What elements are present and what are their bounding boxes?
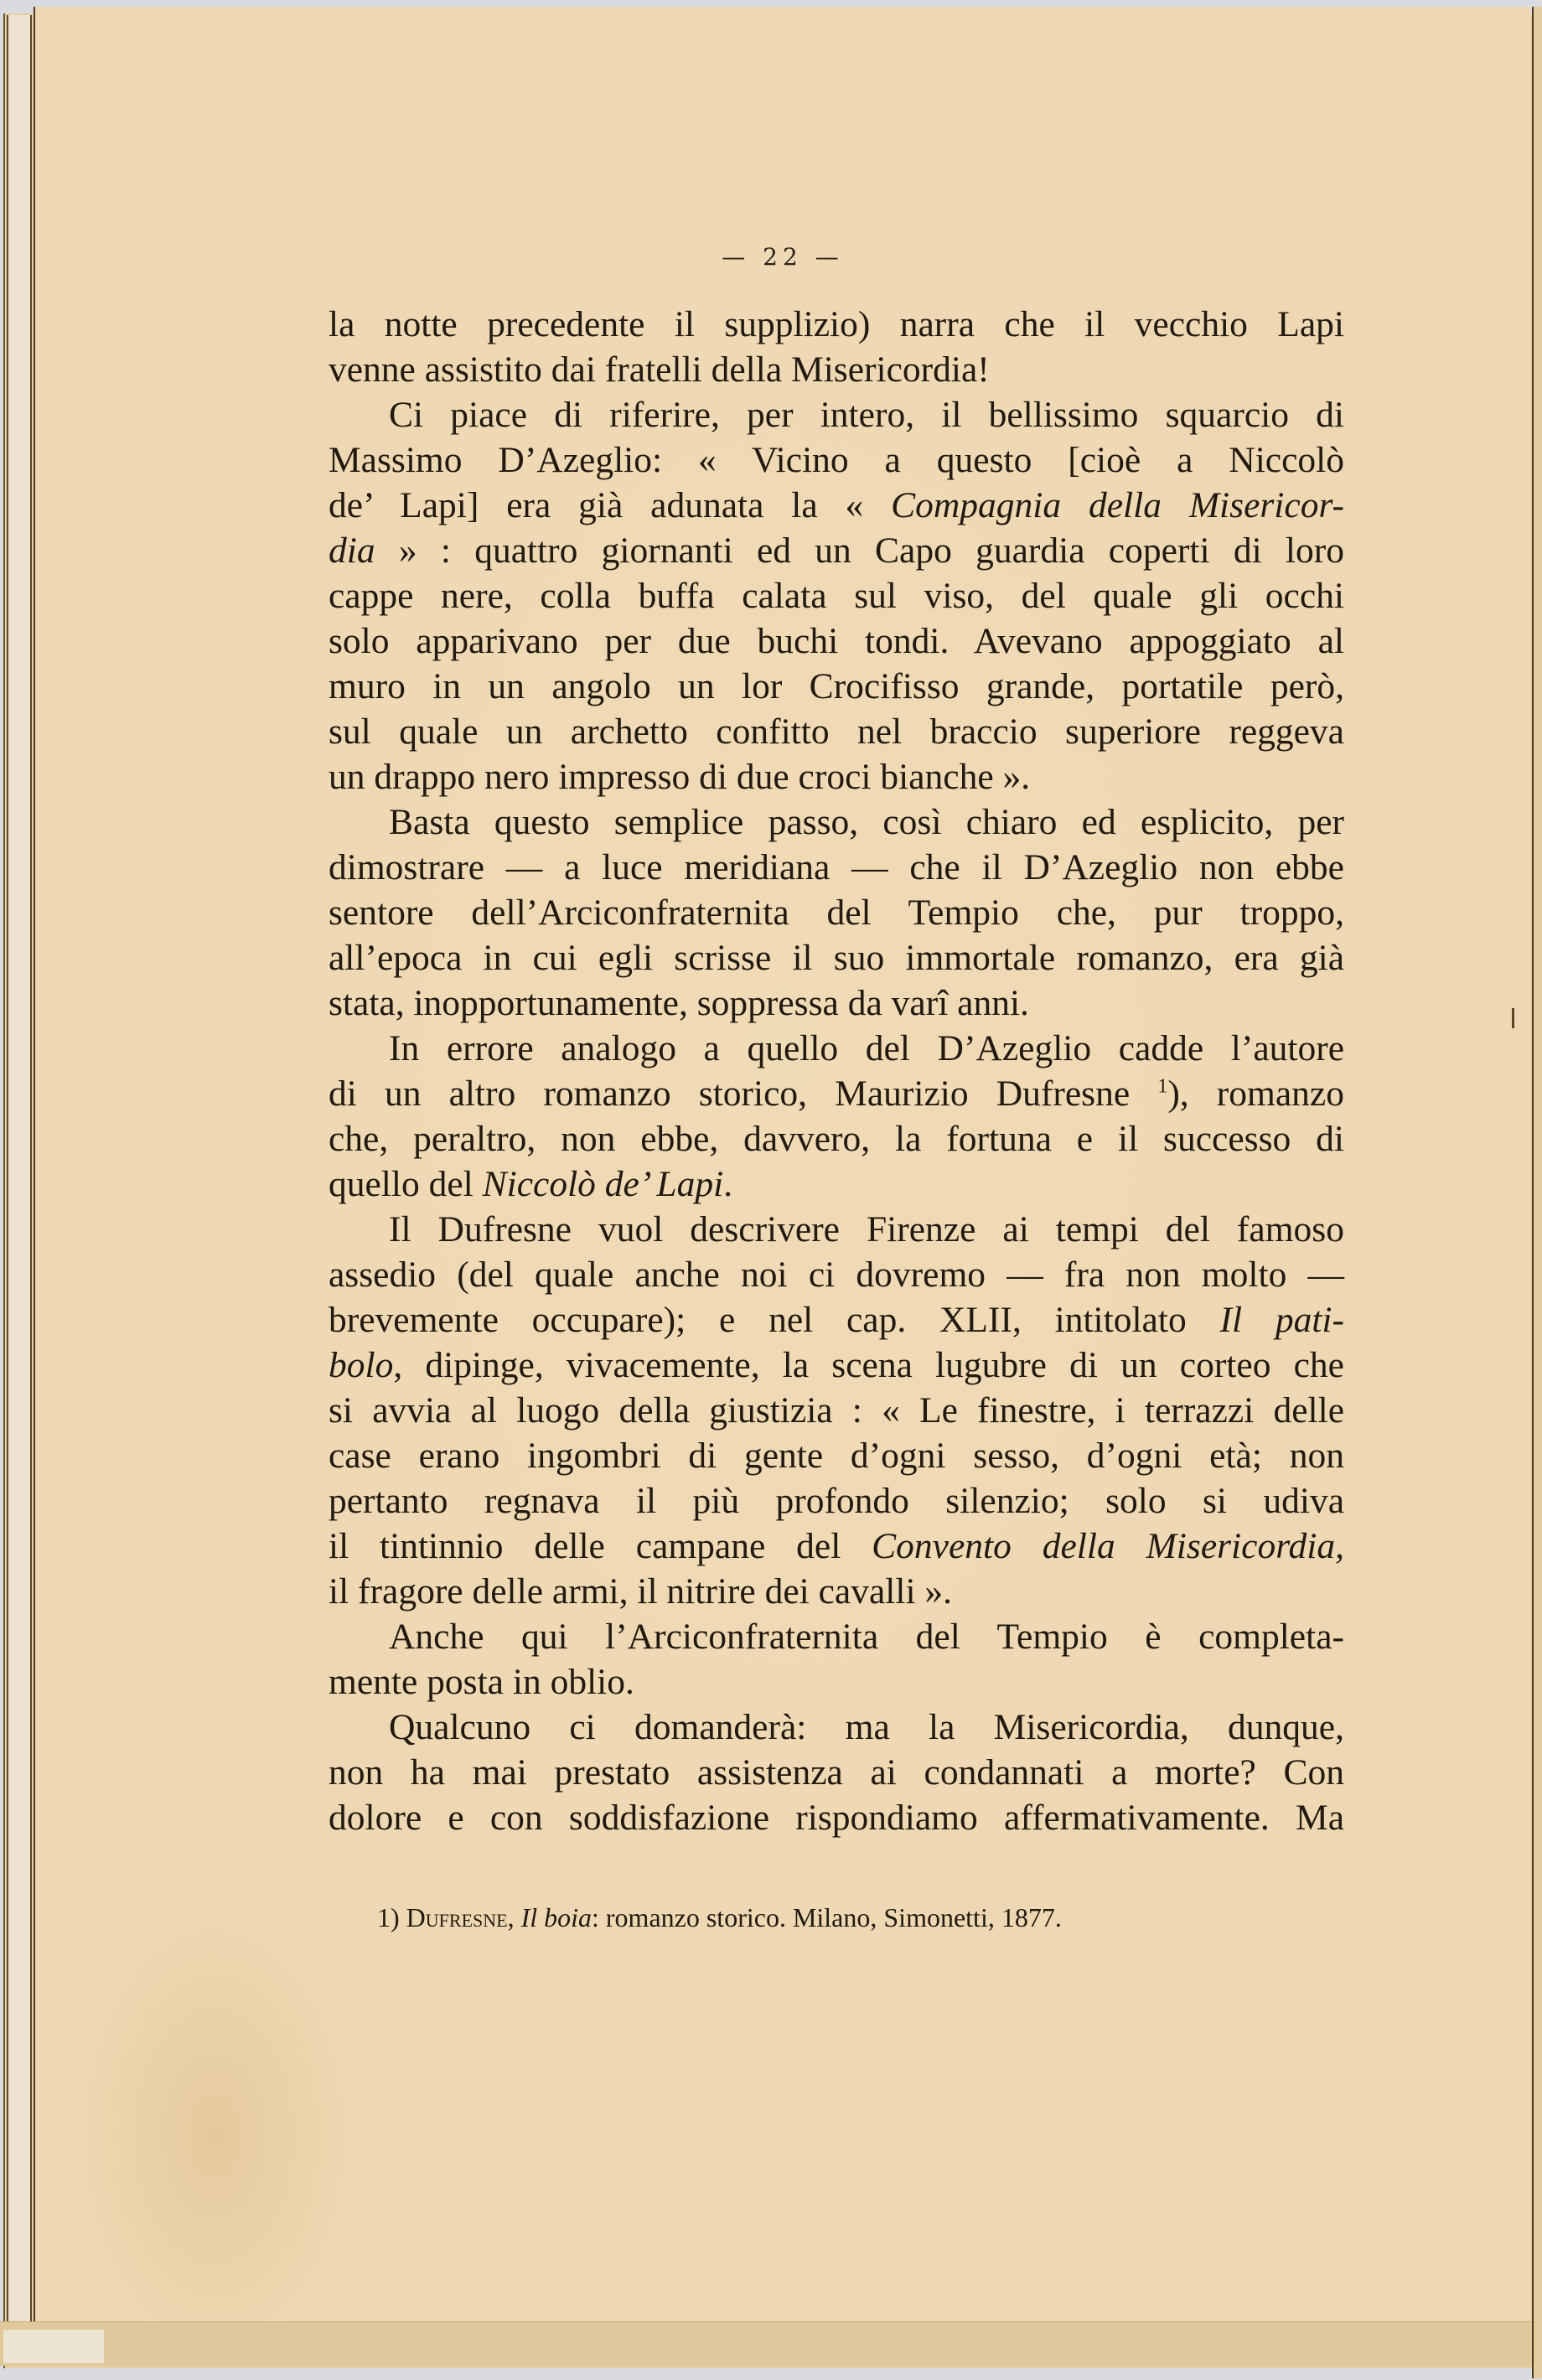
text-line bbox=[329, 754, 1344, 799]
footnote-reference: 1 bbox=[1157, 1075, 1168, 1098]
text-segment: brevemente occupare); e nel cap. XLII, intitolato bbox=[329, 1300, 1220, 1340]
text-line bbox=[329, 1116, 1344, 1162]
text-segment: Ci piace di riferire, per intero, il bellissimo squarcio di bbox=[389, 395, 1344, 435]
left-binding-strip bbox=[7, 15, 32, 2362]
bottom-white-corner bbox=[3, 2330, 104, 2363]
text-line bbox=[329, 1433, 1344, 1478]
text-segment: pertanto regnava il più profondo silenzio; solo si udiva bbox=[329, 1481, 1344, 1521]
text-segment: quello del bbox=[329, 1164, 483, 1204]
footnote bbox=[377, 1902, 1062, 1933]
text-line bbox=[329, 1026, 1344, 1071]
text-line bbox=[329, 1614, 1344, 1659]
page bbox=[34, 7, 1530, 2321]
text-segment: assedio (del quale anche noi ci dovremo — fra non molto — bbox=[329, 1255, 1344, 1295]
text-segment: che, peraltro, non ebbe, davvero, la fortuna e il successo di bbox=[329, 1119, 1344, 1159]
paper-tear-mark bbox=[1512, 1008, 1514, 1028]
text-line bbox=[329, 347, 1344, 392]
footnote-comma: , bbox=[507, 1902, 521, 1932]
text-segment: . bbox=[723, 1164, 733, 1204]
text-line bbox=[329, 890, 1344, 935]
text-segment: Anche qui l’Arciconfraternita del Tempio è completa- bbox=[389, 1617, 1344, 1657]
text-line bbox=[329, 799, 1344, 845]
text-segment: Qualcuno ci domanderà: ma la Misericordia, dunque, bbox=[389, 1707, 1344, 1747]
text-segment: venne assistito dai fratelli della Misericordia! bbox=[329, 349, 990, 390]
text-line bbox=[329, 1524, 1344, 1569]
text-line bbox=[329, 980, 1344, 1026]
text-segment: il fragore delle armi, il nitrire dei cavalli ». bbox=[329, 1571, 953, 1612]
text-segment: solo apparivano per due buchi tondi. Avevano appoggiato al bbox=[329, 621, 1344, 661]
text-line bbox=[329, 1795, 1344, 1840]
text-line bbox=[329, 845, 1344, 890]
footnote-author: Dufresne bbox=[406, 1902, 508, 1932]
italic-text: Compagnia della Misericor- bbox=[891, 485, 1344, 525]
text-segment: stata, inopportunamente, soppressa da varî anni. bbox=[329, 983, 1029, 1023]
text-segment: Basta questo semplice passo, così chiaro ed esplicito, per bbox=[389, 802, 1344, 842]
text-line bbox=[329, 1071, 1344, 1116]
text-line bbox=[329, 1478, 1344, 1524]
text-segment: sentore dell’Arciconfraternita del Tempio che, pur troppo, bbox=[329, 892, 1344, 933]
text-line bbox=[329, 1705, 1344, 1750]
italic-text: bolo bbox=[329, 1345, 394, 1385]
text-segment: mente posta in oblio. bbox=[329, 1662, 634, 1702]
footnote-rest: : romanzo storico. Milano, Simonetti, 1877. bbox=[592, 1902, 1062, 1932]
text-segment: » : quattro giornanti ed un Capo guardia coperti di loro bbox=[375, 530, 1344, 571]
text-line bbox=[329, 935, 1344, 980]
text-segment: , dipinge, vivacemente, la scena lugubre di un corteo che bbox=[393, 1345, 1344, 1385]
text-segment: di un altro romanzo storico, Maurizio Dufresne bbox=[329, 1074, 1158, 1114]
text-segment: Massimo D’Azeglio: « Vicino a questo [cioè a Niccolò bbox=[329, 440, 1344, 480]
text-segment: si avvia al luogo della giustizia : « Le finestre, i terrazzi delle bbox=[329, 1390, 1344, 1431]
body-text bbox=[329, 302, 1344, 1840]
text-line bbox=[329, 1750, 1344, 1795]
text-segment: dimostrare — a luce meridiana — che il D’Azeglio non ebbe bbox=[329, 847, 1344, 887]
footnote-title: Il boia bbox=[520, 1902, 592, 1932]
text-line bbox=[329, 1388, 1344, 1433]
text-line bbox=[329, 1569, 1344, 1614]
text-segment: all’epoca in cui egli scrisse il suo immortale romanzo, era già bbox=[329, 938, 1344, 978]
text-line bbox=[329, 573, 1344, 618]
right-page-edge bbox=[1532, 7, 1542, 2378]
page-number: — 22 — bbox=[722, 243, 844, 271]
text-line bbox=[329, 618, 1344, 664]
text-line bbox=[329, 528, 1344, 573]
text-line bbox=[329, 1207, 1344, 1252]
text-segment: case erano ingombri di gente d’ogni sesso, d’ogni età; non bbox=[329, 1436, 1344, 1476]
text-line bbox=[329, 392, 1344, 437]
text-segment: Il Dufresne vuol descrivere Firenze ai tempi del famoso bbox=[389, 1209, 1344, 1250]
text-line bbox=[329, 1343, 1344, 1388]
text-line bbox=[329, 1659, 1344, 1705]
text-segment: sul quale un archetto confitto nel braccio superiore reggeva bbox=[329, 711, 1344, 752]
text-segment: muro in un angolo un lor Crocifisso grande, portatile però, bbox=[329, 666, 1344, 706]
text-line bbox=[329, 1162, 1344, 1207]
text-segment: non ha mai prestato assistenza ai condannati a morte? Con bbox=[329, 1752, 1344, 1793]
text-line bbox=[329, 1297, 1344, 1343]
text-segment: ), romanzo bbox=[1167, 1074, 1344, 1114]
italic-text: Niccolò de’ Lapi bbox=[482, 1164, 724, 1204]
text-line bbox=[329, 483, 1344, 528]
italic-text: dia bbox=[329, 530, 375, 571]
text-segment: In errore analogo a quello del D’Azeglio cadde l’autore bbox=[389, 1028, 1344, 1068]
italic-text: Il pati- bbox=[1219, 1300, 1344, 1340]
text-segment: de’ Lapi] era già adunata la « bbox=[329, 485, 892, 525]
bottom-page-edge bbox=[0, 2321, 1542, 2366]
text-segment: dolore e con soddisfazione rispondiamo affermativamente. Ma bbox=[329, 1798, 1344, 1838]
text-segment: il tintinnio delle campane del bbox=[329, 1526, 872, 1566]
text-line bbox=[329, 302, 1344, 347]
text-line bbox=[329, 709, 1344, 754]
text-line bbox=[329, 437, 1344, 483]
footnote-marker: 1) bbox=[377, 1902, 400, 1932]
text-line bbox=[329, 1252, 1344, 1297]
text-segment: cappe nere, colla buffa calata sul viso, del quale gli occhi bbox=[329, 576, 1344, 616]
italic-text: Convento della Misericordia, bbox=[872, 1526, 1344, 1566]
text-segment: la notte precedente il supplizio) narra che il vecchio Lapi bbox=[329, 304, 1344, 344]
text-segment: un drappo nero impresso di due croci bianche ». bbox=[329, 757, 1031, 797]
text-line bbox=[329, 664, 1344, 709]
